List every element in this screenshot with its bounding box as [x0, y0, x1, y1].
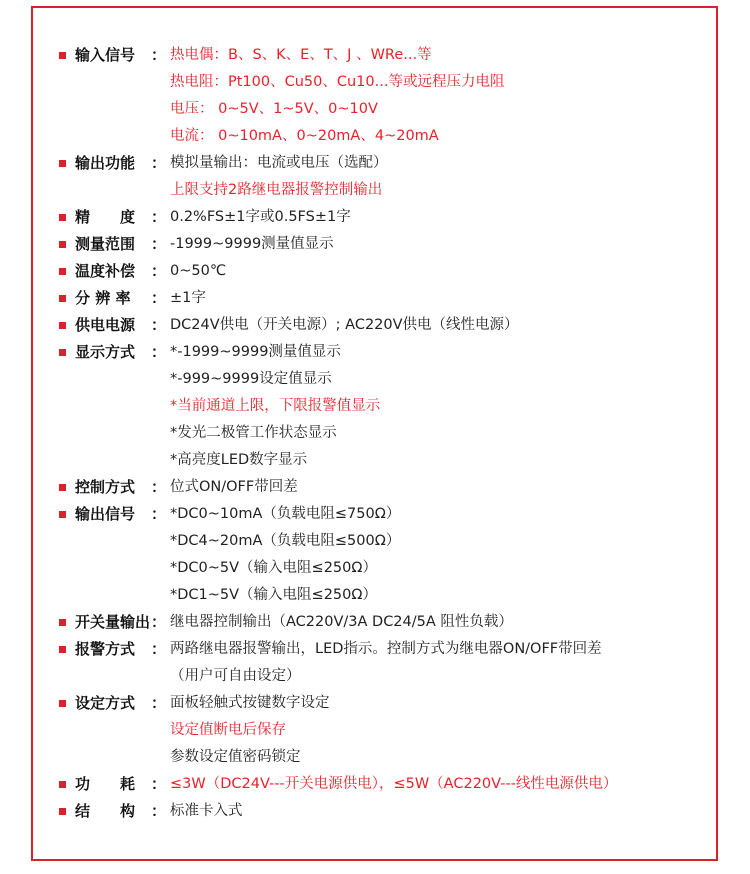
spec-value: *DC1~5V（输入电阻≤250Ω）	[170, 587, 377, 603]
spec-value: *DC0~10mA（负载电阻≤750Ω）	[170, 506, 401, 522]
bullet-square-icon	[59, 241, 66, 248]
spec-row	[59, 177, 710, 204]
bullet-square-icon	[59, 808, 66, 815]
spec-value: ±1字	[170, 290, 206, 306]
spec-row	[59, 123, 710, 150]
bullet-square-icon	[59, 700, 66, 707]
spec-value: 面板轻触式按键数字设定	[170, 695, 330, 711]
spec-value: *-1999~9999测量值显示	[170, 344, 341, 360]
spec-row	[59, 285, 710, 312]
spec-row	[59, 339, 710, 366]
spec-colon: ：	[151, 289, 167, 307]
spec-row	[59, 96, 710, 123]
spec-colon: ：	[151, 775, 167, 793]
spec-row	[59, 69, 710, 96]
spec-row	[59, 474, 710, 501]
spec-row	[59, 42, 710, 69]
spec-value: 位式ON/OFF带回差	[170, 479, 298, 495]
spec-value: *DC4~20mA（负载电阻≤500Ω）	[170, 533, 401, 549]
spec-value: 设定值断电后保存	[170, 722, 286, 738]
spec-row	[59, 420, 710, 447]
spec-label: 温度补偿	[75, 262, 136, 280]
bullet-square-icon	[59, 322, 66, 329]
spec-label: 设定方式	[75, 694, 136, 712]
spec-row	[59, 744, 710, 771]
spec-row	[59, 366, 710, 393]
spec-colon: ：	[151, 154, 167, 172]
spec-colon: ：	[151, 505, 167, 523]
spec-row	[59, 555, 710, 582]
spec-value: 0~50℃	[170, 263, 227, 279]
spec-row	[59, 663, 710, 690]
spec-value: ≤3W（DC24V---开关电源供电），≤5W（AC220V---线性电源供电）	[170, 776, 618, 792]
spec-value: *-999~9999设定值显示	[170, 371, 332, 387]
bullet-square-icon	[59, 295, 66, 302]
bullet-square-icon	[59, 511, 66, 518]
spec-label: 功 耗	[75, 775, 136, 793]
spec-row	[59, 231, 710, 258]
spec-label: 显示方式	[75, 343, 136, 361]
spec-label: 输出功能	[75, 154, 136, 172]
spec-value: *高亮度LED数字显示	[170, 452, 308, 468]
spec-value: 标准卡入式	[170, 803, 243, 819]
spec-value: DC24V供电（开关电源）; AC220V供电（线性电源）	[170, 317, 519, 333]
spec-row	[59, 528, 710, 555]
bullet-square-icon	[59, 646, 66, 653]
spec-value: 电流： 0~10mA、0~20mA、4~20mA	[170, 128, 439, 144]
spec-label: 分 辨 率	[75, 289, 131, 307]
bullet-square-icon	[59, 781, 66, 788]
spec-value: 热电阻：Pt100、Cu50、Cu10...等或远程压力电阻	[170, 74, 505, 90]
spec-row	[59, 447, 710, 474]
bullet-square-icon	[59, 349, 66, 356]
spec-value: 两路继电器报警输出，LED指示。控制方式为继电器ON/OFF带回差	[170, 641, 602, 657]
spec-value: 上限支持2路继电器报警控制输出	[170, 182, 383, 198]
spec-row	[59, 636, 710, 663]
spec-colon: ：	[151, 235, 167, 253]
spec-label: 控制方式	[75, 478, 136, 496]
bullet-square-icon	[59, 214, 66, 221]
spec-label: 输入信号	[75, 46, 136, 64]
spec-label: 供电电源	[75, 316, 136, 334]
spec-colon: ：	[151, 478, 167, 496]
spec-value: 0.2%FS±1字或0.5FS±1字	[170, 209, 351, 225]
spec-row	[59, 582, 710, 609]
bullet-square-icon	[59, 619, 66, 626]
spec-row	[59, 312, 710, 339]
spec-colon: ：	[151, 316, 167, 334]
spec-value: 模拟量输出：电流或电压（选配）	[170, 155, 388, 171]
spec-label: 测量范围	[75, 235, 136, 253]
spec-colon: ：	[151, 802, 167, 820]
spec-value: *当前通道上限，下限报警值显示	[170, 398, 381, 414]
spec-value: 参数设定值密码锁定	[170, 749, 301, 765]
spec-row	[59, 717, 710, 744]
spec-colon: ：	[151, 343, 167, 361]
spec-list	[59, 42, 710, 825]
spec-label: 输出信号	[75, 505, 136, 523]
spec-label: 报警方式	[75, 640, 136, 658]
spec-colon: ：	[151, 694, 167, 712]
spec-value: -1999~9999测量值显示	[170, 236, 334, 252]
spec-value: 电压： 0~5V、1~5V、0~10V	[170, 101, 378, 117]
spec-colon: ：	[151, 208, 167, 226]
spec-colon: ：	[151, 613, 167, 631]
spec-row	[59, 204, 710, 231]
bullet-square-icon	[59, 52, 66, 59]
spec-colon: ：	[151, 46, 167, 64]
spec-value: （用户可自由设定）	[170, 668, 301, 684]
bullet-square-icon	[59, 484, 66, 491]
spec-value: *发光二极管工作状态显示	[170, 425, 337, 441]
spec-row	[59, 393, 710, 420]
spec-colon: ：	[151, 640, 167, 658]
spec-row	[59, 771, 710, 798]
spec-value: 热电偶：B、S、K、E、T、J 、WRe...等	[170, 47, 432, 63]
spec-value: *DC0~5V（输入电阻≤250Ω）	[170, 560, 377, 576]
spec-label: 开关量输出	[75, 613, 151, 631]
spec-row	[59, 609, 710, 636]
bullet-square-icon	[59, 268, 66, 275]
spec-label: 精 度	[75, 208, 136, 226]
spec-row	[59, 690, 710, 717]
spec-colon: ：	[151, 262, 167, 280]
spec-label: 结 构	[75, 802, 136, 820]
spec-row	[59, 501, 710, 528]
spec-row	[59, 798, 710, 825]
spec-row	[59, 150, 710, 177]
spec-row	[59, 258, 710, 285]
spec-value: 继电器控制输出（AC220V/3A DC24/5A 阻性负载）	[170, 614, 513, 630]
bullet-square-icon	[59, 160, 66, 167]
